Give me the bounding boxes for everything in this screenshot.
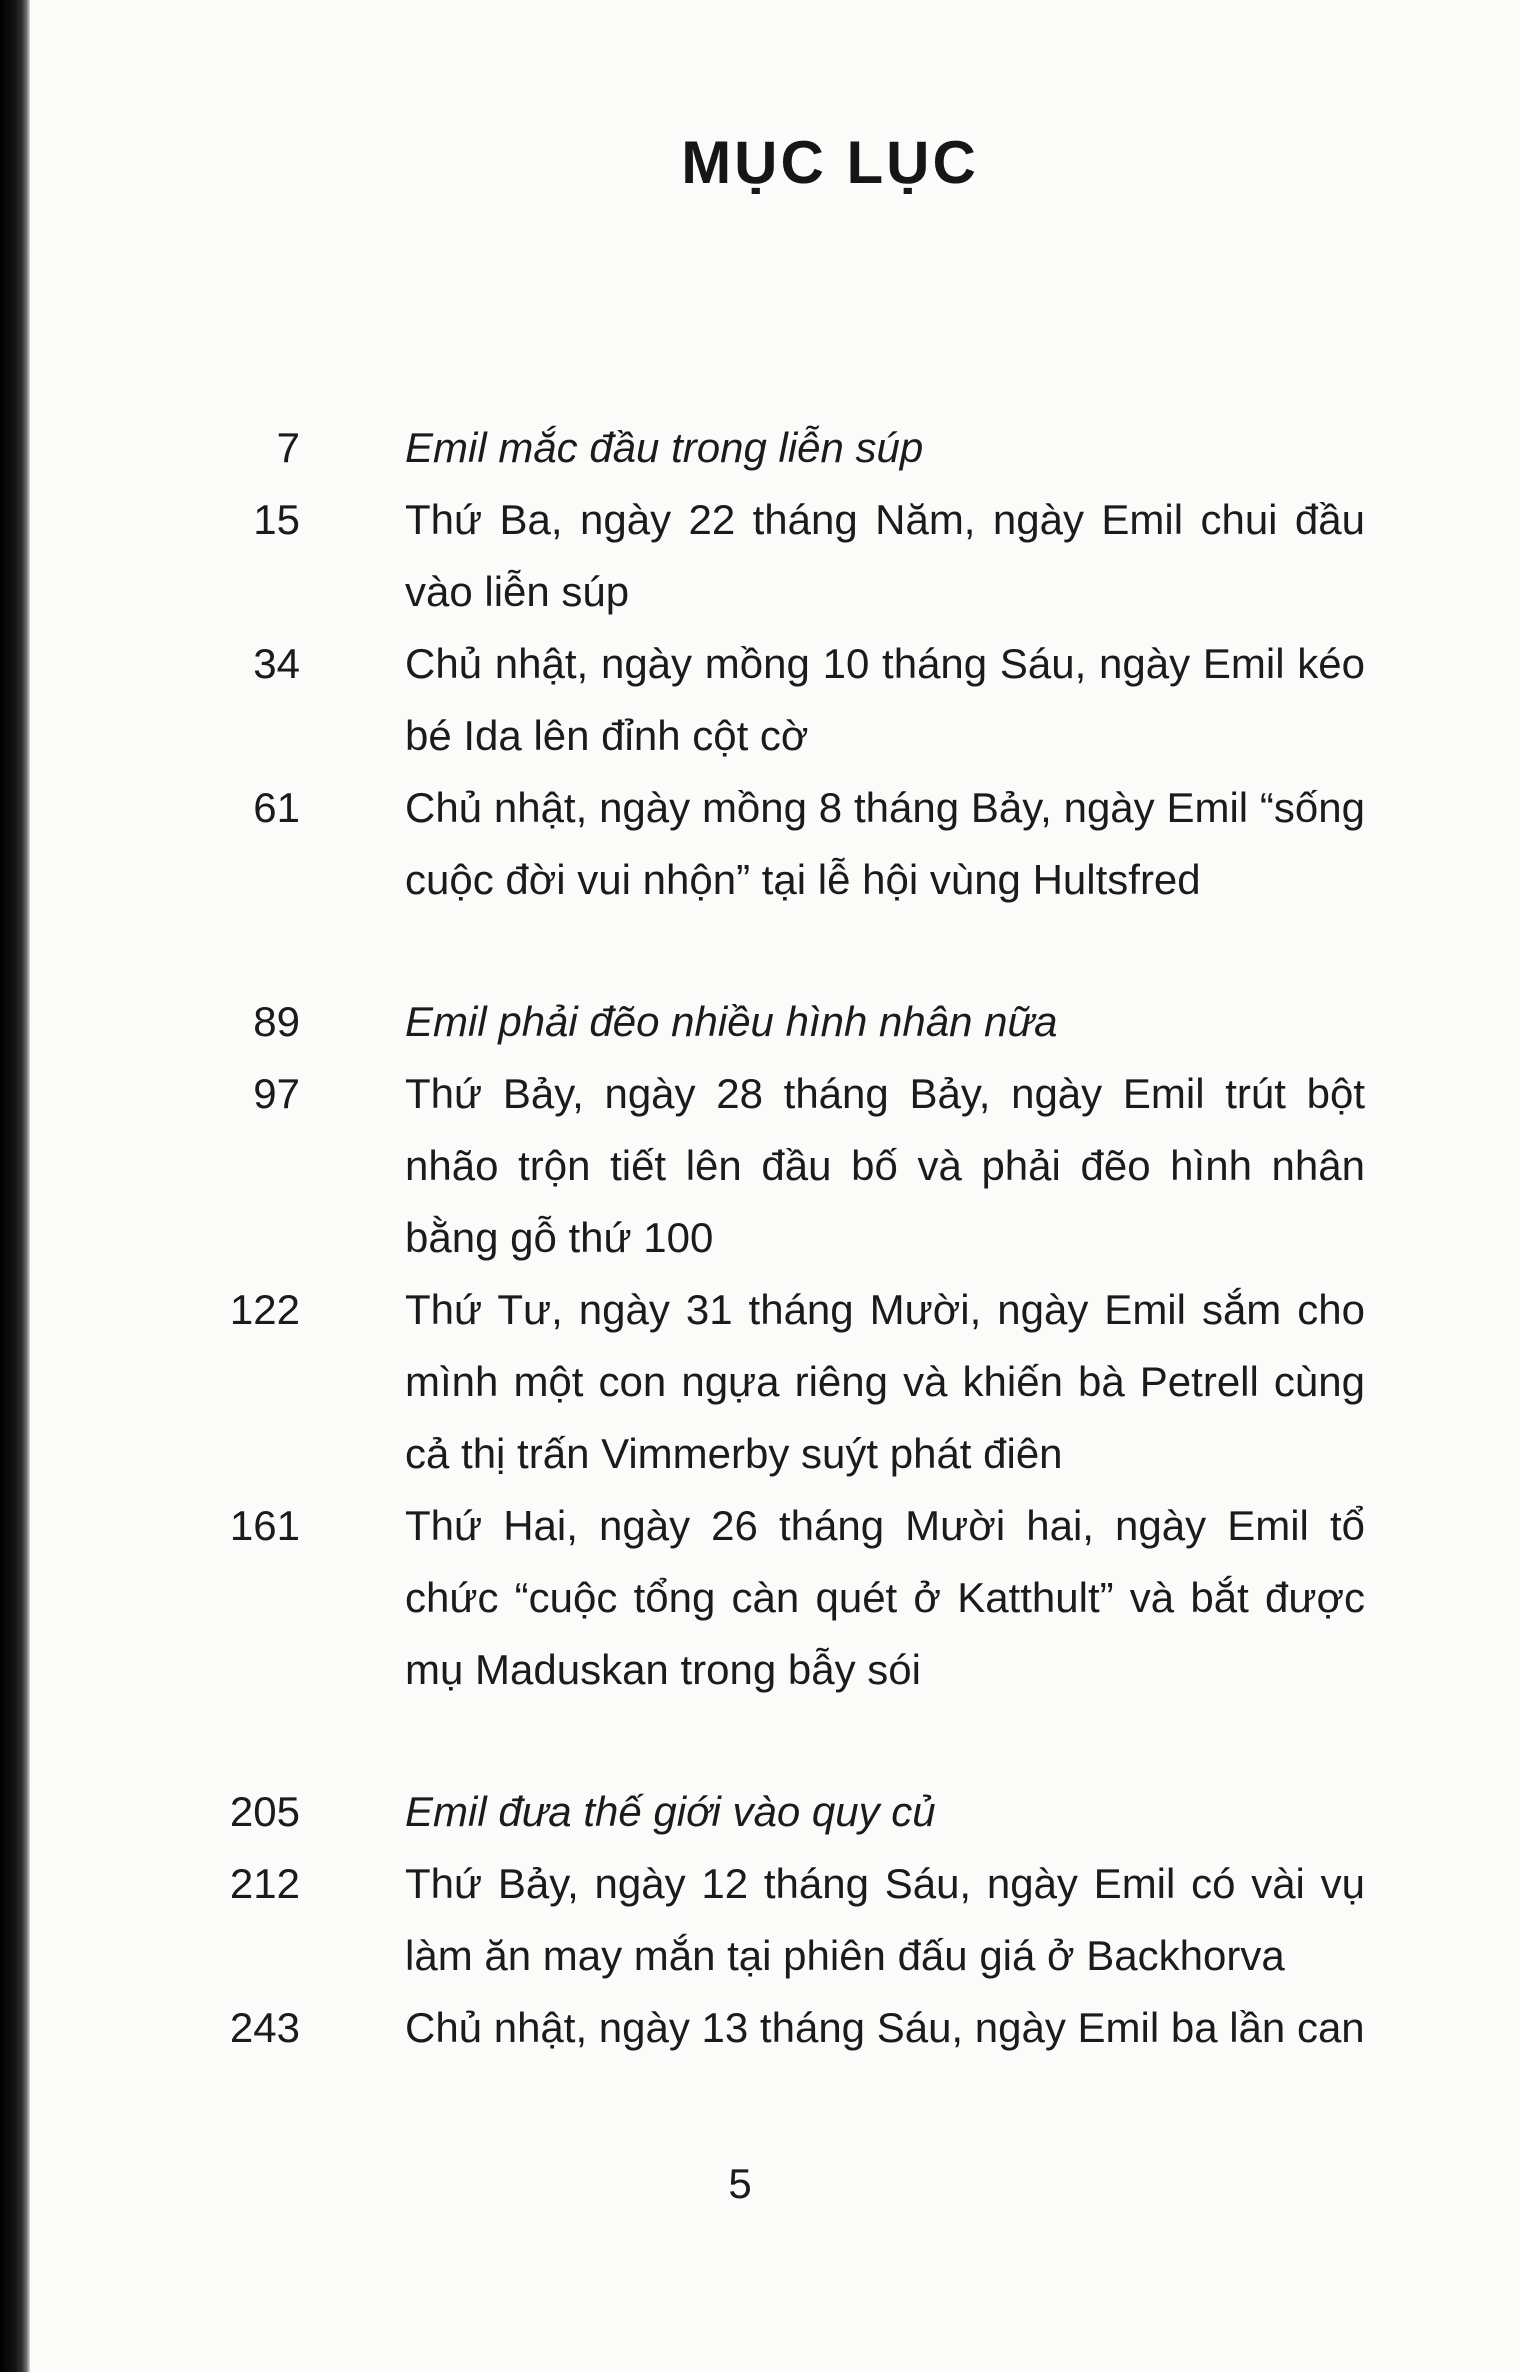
toc-entry-title: Thứ Hai, ngày 26 tháng Mười hai, ngày Emil tổ chức “cuộc tổng càn quét ở Katthult” và bắt được mụ Maduskan trong bẫy sói	[405, 1502, 1365, 1693]
toc-entry-page-number: 243	[229, 2004, 300, 2051]
toc-entry-page-number: 89	[253, 998, 300, 1045]
toc-entry	[210, 986, 1390, 1058]
toc-entry	[210, 1992, 1390, 2064]
toc-entry-title: Thứ Tư, ngày 31 tháng Mười, ngày Emil sắm cho mình một con ngựa riêng và khiến bà Petrell cùng cả thị trấn Vimmerby suýt phát điên	[405, 1286, 1365, 1477]
toc-entry-page-number: 7	[276, 424, 300, 471]
toc-section	[210, 412, 1390, 916]
toc-entry-title: Thứ Ba, ngày 22 tháng Năm, ngày Emil chui đầu vào liễn súp	[405, 496, 1365, 615]
toc-entry	[210, 1848, 1390, 1992]
toc-entry-title: Thứ Bảy, ngày 12 tháng Sáu, ngày Emil có vài vụ làm ăn may mắn tại phiên đấu giá ở Backhorva	[405, 1860, 1365, 1979]
toc-entry-page-number: 205	[229, 1788, 300, 1835]
toc-entry-title: Emil phải đẽo nhiều hình nhân nữa	[405, 998, 1058, 1045]
table-of-contents	[210, 412, 1390, 2064]
toc-entry	[210, 772, 1390, 916]
book-spine-shadow	[0, 0, 30, 2372]
toc-section	[210, 1776, 1390, 2064]
toc-entry	[210, 1776, 1390, 1848]
page-title: MỤC LỤC	[681, 129, 979, 196]
toc-entry-title: Emil mắc đầu trong liễn súp	[405, 424, 924, 471]
toc-entry	[210, 1274, 1390, 1490]
toc-entry-page-number: 34	[253, 640, 300, 687]
toc-entry	[210, 484, 1390, 628]
toc-entry-title: Chủ nhật, ngày mồng 8 tháng Bảy, ngày Emil “sống cuộc đời vui nhộn” tại lễ hội vùng Hultsfred	[405, 784, 1365, 903]
toc-entry-page-number: 61	[253, 784, 300, 831]
toc-entry-title: Emil đưa thế giới vào quy củ	[405, 1788, 936, 1835]
toc-section	[210, 986, 1390, 1706]
footer-page-number: 5	[728, 2160, 752, 2207]
toc-entry-title: Chủ nhật, ngày mồng 10 tháng Sáu, ngày Emil kéo bé Ida lên đỉnh cột cờ	[405, 640, 1365, 759]
toc-entry-page-number: 122	[229, 1286, 300, 1333]
toc-entry	[210, 412, 1390, 484]
toc-entry	[210, 1058, 1390, 1274]
toc-entry-page-number: 161	[229, 1502, 300, 1549]
toc-entry	[210, 628, 1390, 772]
book-page	[30, 0, 1520, 2372]
toc-entry-page-number: 15	[253, 496, 300, 543]
toc-entry-title: Thứ Bảy, ngày 28 tháng Bảy, ngày Emil trút bột nhão trộn tiết lên đầu bố và phải đẽo hình nhân bằng gỗ thứ 100	[405, 1070, 1365, 1261]
toc-entry-page-number: 97	[253, 1070, 300, 1117]
toc-entry-page-number: 212	[229, 1860, 300, 1907]
toc-entry	[210, 1490, 1390, 1706]
toc-entry-title: Chủ nhật, ngày 13 tháng Sáu, ngày Emil ba lần can	[405, 2004, 1365, 2051]
